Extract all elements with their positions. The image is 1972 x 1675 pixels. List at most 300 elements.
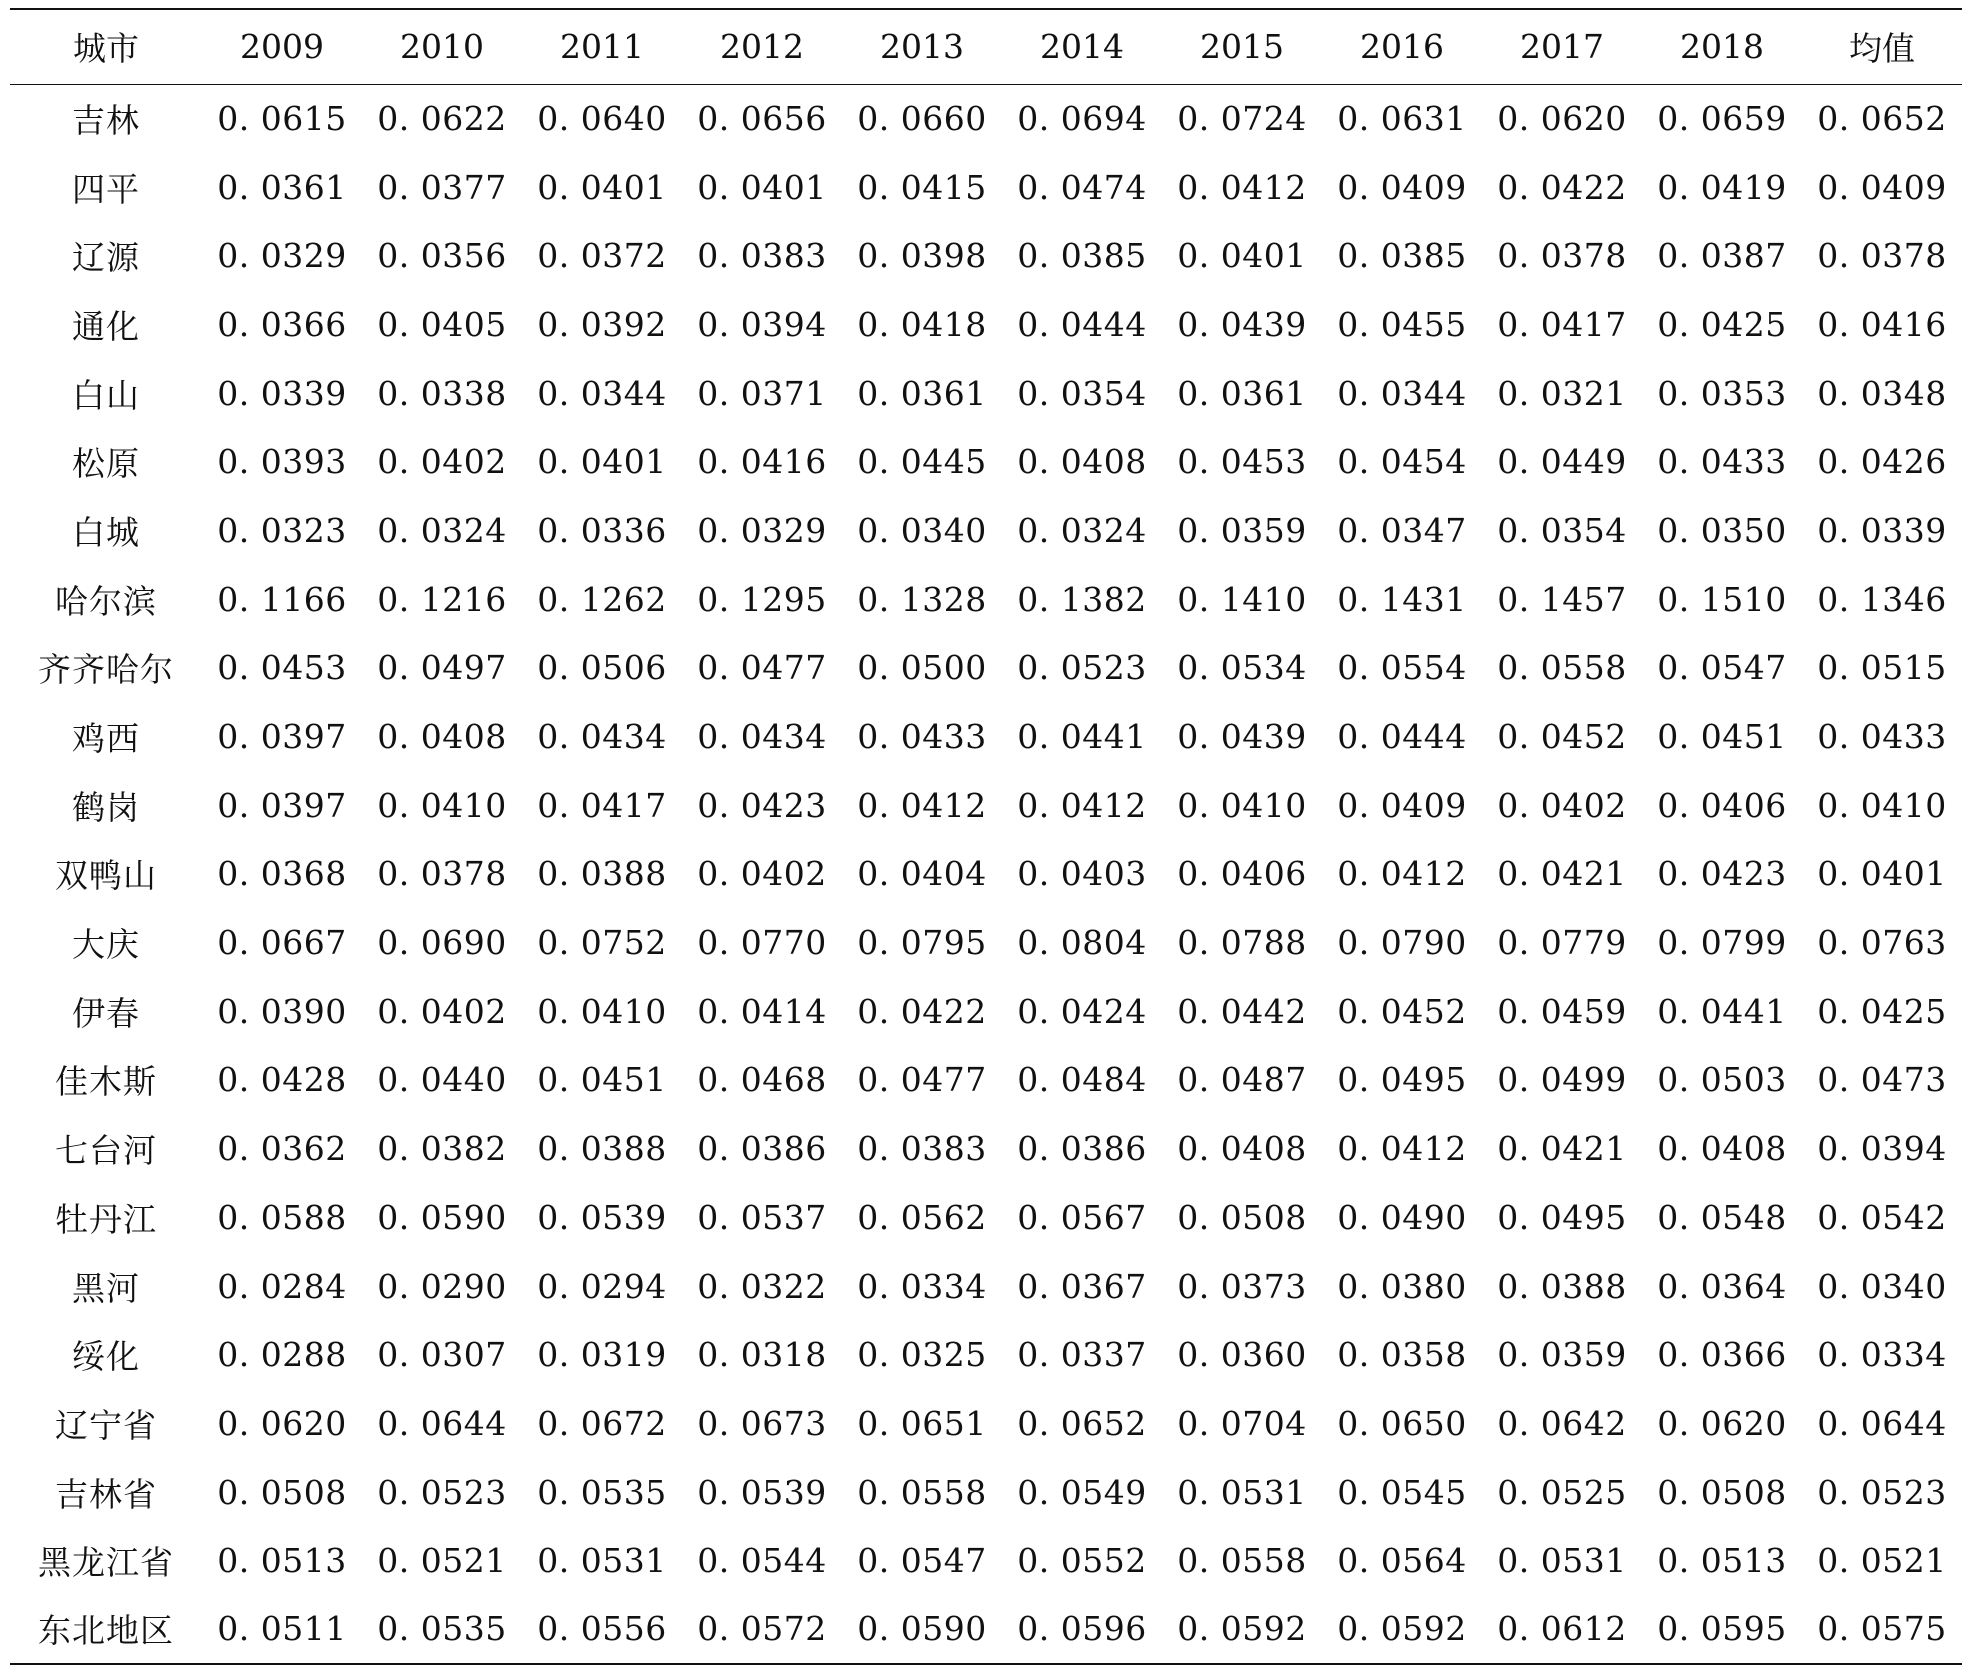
table-cell: 0. 0620 [217,1403,347,1443]
table-cell: 0. 0344 [1337,373,1467,413]
table-cell: 0. 0590 [377,1197,507,1237]
table-row [10,1526,1962,1595]
column-header-city: 城市 [10,9,202,84]
table-cell: 0. 0622 [377,99,507,139]
table-cell: 0. 0596 [1002,1595,1162,1664]
table-cell: 0. 0401 [537,167,667,207]
row-label: 辽宁省 [55,1405,157,1445]
table-cell: 0. 0401 [1817,854,1947,894]
table-cell: 0. 0556 [522,1595,682,1664]
table-cell: 0. 0338 [377,373,507,413]
table-row [10,1114,1962,1183]
table-cell: 0. 0321 [1497,373,1627,413]
table-cell: 0. 1510 [1657,579,1787,619]
table-cell: 0. 0416 [1817,304,1947,344]
table-cell: 0. 0387 [1657,236,1787,276]
table-cell: 0. 0425 [1657,304,1787,344]
table-cell: 0. 0402 [1497,785,1627,825]
table-cell: 0. 0356 [377,236,507,276]
table-cell: 0. 0425 [1817,991,1947,1031]
table-cell: 0. 0590 [842,1595,1002,1664]
table-cell: 0. 0378 [1817,236,1947,276]
table-cell: 0. 0445 [857,442,987,482]
column-header: 2011 [522,9,682,84]
table-cell: 0. 0620 [1497,99,1627,139]
column-header: 2013 [842,9,1002,84]
table-cell: 0. 0535 [362,1595,522,1664]
table-cell: 0. 0410 [537,991,667,1031]
table-row [10,1320,1962,1389]
table-row [10,359,1962,428]
table-cell: 0. 0552 [1017,1541,1147,1581]
table-cell: 0. 0631 [1337,99,1467,139]
table-cell: 0. 0537 [697,1197,827,1237]
table-cell: 0. 1295 [697,579,827,619]
table-cell: 0. 0350 [1657,510,1787,550]
table-cell: 0. 0408 [1657,1129,1787,1169]
table-cell: 0. 0667 [217,923,347,963]
table-cell: 0. 0422 [1497,167,1627,207]
row-label: 黑龙江省 [38,1543,174,1583]
table-cell: 0. 0531 [1497,1541,1627,1581]
table-cell: 0. 0329 [217,236,347,276]
row-label: 七台河 [55,1131,157,1171]
table-row [10,290,1962,359]
table-cell: 0. 0344 [537,373,667,413]
table-cell: 0. 0595 [1642,1595,1802,1664]
table-cell: 0. 0539 [697,1472,827,1512]
table-cell: 0. 0534 [1177,648,1307,688]
table-cell: 0. 0441 [1657,991,1787,1031]
table-cell: 0. 0354 [1497,510,1627,550]
table-cell: 0. 0451 [1657,717,1787,757]
table-cell: 0. 0433 [857,717,987,757]
column-header: 均值 [1802,9,1962,84]
table-cell: 0. 0348 [1817,373,1947,413]
row-label: 吉林 [72,101,140,141]
table-cell: 0. 0455 [1337,304,1467,344]
table-cell: 0. 0433 [1817,717,1947,757]
table-container [10,8,1962,1665]
table-cell: 0. 0329 [697,510,827,550]
table-row [10,496,1962,565]
table-cell: 0. 0408 [1017,442,1147,482]
table-cell: 0. 0362 [217,1129,347,1169]
table-cell: 0. 0440 [377,1060,507,1100]
table-cell: 0. 0547 [857,1541,987,1581]
data-table [10,8,1962,1665]
table-cell: 0. 0575 [1802,1595,1962,1664]
table-cell: 0. 0477 [857,1060,987,1100]
table-cell: 0. 0615 [217,99,347,139]
table-cell: 0. 0290 [377,1266,507,1306]
table-cell: 0. 0558 [857,1472,987,1512]
table-row [10,221,1962,290]
table-cell: 0. 0523 [377,1472,507,1512]
table-cell: 0. 0361 [1177,373,1307,413]
table-cell: 0. 0322 [697,1266,827,1306]
table-cell: 0. 0549 [1017,1472,1147,1512]
row-label: 哈尔滨 [55,581,157,621]
table-cell: 0. 0513 [1657,1541,1787,1581]
table-cell: 0. 0397 [217,785,347,825]
table-cell: 0. 0694 [1017,99,1147,139]
table-cell: 0. 0410 [377,785,507,825]
table-cell: 0. 0652 [1017,1403,1147,1443]
row-label: 白城 [72,512,140,552]
table-cell: 0. 0383 [697,236,827,276]
table-cell: 0. 0690 [377,923,507,963]
row-label: 齐齐哈尔 [38,650,174,690]
table-cell: 0. 0383 [857,1129,987,1169]
table-cell: 0. 0452 [1337,991,1467,1031]
table-cell: 0. 0337 [1017,1335,1147,1375]
table-cell: 0. 0368 [217,854,347,894]
table-cell: 0. 0403 [1017,854,1147,894]
table-cell: 0. 0499 [1497,1060,1627,1100]
table-cell: 0. 0390 [217,991,347,1031]
table-cell: 0. 0515 [1817,648,1947,688]
table-cell: 0. 0406 [1177,854,1307,894]
table-cell: 0. 0788 [1177,923,1307,963]
table-cell: 0. 0388 [1497,1266,1627,1306]
table-cell: 0. 0468 [697,1060,827,1100]
row-label: 绥化 [72,1337,140,1377]
table-cell: 0. 1216 [377,579,507,619]
table-cell: 0. 0452 [1497,717,1627,757]
table-cell: 0. 0547 [1657,648,1787,688]
row-label: 大庆 [72,925,140,965]
table-row [10,840,1962,909]
table-cell: 0. 0416 [697,442,827,482]
table-cell: 0. 0339 [1817,510,1947,550]
table-cell: 0. 0672 [537,1403,667,1443]
table-cell: 0. 0339 [217,373,347,413]
table-cell: 0. 0377 [377,167,507,207]
table-cell: 0. 0451 [537,1060,667,1100]
table-cell: 0. 0409 [1337,167,1467,207]
table-cell: 0. 0347 [1337,510,1467,550]
table-cell: 0. 0412 [1337,1129,1467,1169]
table-cell: 0. 0487 [1177,1060,1307,1100]
table-cell: 0. 0545 [1337,1472,1467,1512]
table-cell: 0. 0394 [1817,1129,1947,1169]
table-cell: 0. 0402 [697,854,827,894]
table-cell: 0. 0288 [217,1335,347,1375]
table-cell: 0. 0421 [1497,854,1627,894]
table-cell: 0. 0410 [1177,785,1307,825]
table-cell: 0. 0439 [1177,304,1307,344]
table-cell: 0. 0419 [1657,167,1787,207]
table-cell: 0. 0354 [1017,373,1147,413]
table-cell: 0. 1382 [1017,579,1147,619]
table-cell: 0. 0659 [1657,99,1787,139]
column-header: 2010 [362,9,522,84]
table-cell: 0. 0367 [1017,1266,1147,1306]
table-cell: 0. 0640 [537,99,667,139]
table-cell: 0. 0544 [697,1541,827,1581]
table-row [10,427,1962,496]
row-label: 松原 [72,444,140,484]
table-cell: 0. 0497 [377,648,507,688]
table-row [10,1252,1962,1321]
table-cell: 0. 0442 [1177,991,1307,1031]
table-cell: 0. 0401 [1177,236,1307,276]
table-header [10,9,1962,84]
row-label: 吉林省 [55,1474,157,1514]
table-cell: 0. 0612 [1482,1595,1642,1664]
row-label: 东北地区 [10,1595,202,1664]
table-cell: 0. 0323 [217,510,347,550]
table-cell: 0. 0423 [1657,854,1787,894]
table-cell: 0. 0439 [1177,717,1307,757]
table-cell: 0. 0763 [1817,923,1947,963]
table-cell: 0. 0418 [857,304,987,344]
table-cell: 0. 0473 [1817,1060,1947,1100]
table-cell: 0. 0372 [537,236,667,276]
table-cell: 0. 0398 [857,236,987,276]
table-cell: 0. 0523 [1017,648,1147,688]
table-cell: 0. 1457 [1497,579,1627,619]
table-cell: 0. 0752 [537,923,667,963]
table-cell: 0. 1166 [217,579,347,619]
table-cell: 0. 0474 [1017,167,1147,207]
table-cell: 0. 0324 [377,510,507,550]
table-cell: 0. 0422 [857,991,987,1031]
table-cell: 0. 0790 [1337,923,1467,963]
table-cell: 0. 0620 [1657,1403,1787,1443]
table-cell: 0. 0642 [1497,1403,1627,1443]
row-label: 双鸭山 [55,856,157,896]
table-cell: 0. 0380 [1337,1266,1467,1306]
table-cell: 0. 0388 [537,1129,667,1169]
table-cell: 0. 0523 [1817,1472,1947,1512]
row-label: 通化 [72,306,140,346]
table-cell: 0. 0423 [697,785,827,825]
table-cell: 0. 0340 [857,510,987,550]
table-cell: 0. 0324 [1017,510,1147,550]
table-cell: 0. 0378 [377,854,507,894]
table-cell: 0. 0336 [537,510,667,550]
table-cell: 0. 0724 [1177,99,1307,139]
table-cell: 0. 0334 [1817,1335,1947,1375]
row-label: 鸡西 [72,719,140,759]
table-cell: 0. 0412 [1017,785,1147,825]
table-cell: 0. 0382 [377,1129,507,1169]
table-cell: 0. 0353 [1657,373,1787,413]
table-cell: 0. 1262 [537,579,667,619]
table-cell: 0. 0542 [1817,1197,1947,1237]
table-cell: 0. 0334 [857,1266,987,1306]
table-cell: 0. 0521 [1817,1541,1947,1581]
table-cell: 0. 0284 [217,1266,347,1306]
table-cell: 0. 0408 [1177,1129,1307,1169]
table-cell: 0. 0644 [1817,1403,1947,1443]
table-cell: 0. 0484 [1017,1060,1147,1100]
row-label: 四平 [72,169,140,209]
table-cell: 0. 0386 [1017,1129,1147,1169]
table-cell: 0. 0521 [377,1541,507,1581]
table-cell: 0. 0412 [857,785,987,825]
table-cell: 0. 0508 [217,1472,347,1512]
table-cell: 0. 0449 [1497,442,1627,482]
table-cell: 0. 0779 [1497,923,1627,963]
table-cell: 0. 0434 [537,717,667,757]
table-cell: 0. 0415 [857,167,987,207]
table-cell: 0. 0592 [1162,1595,1322,1664]
table-cell: 0. 0325 [857,1335,987,1375]
table-cell: 0. 0414 [697,991,827,1031]
table-cell: 0. 0651 [857,1403,987,1443]
table-cell: 0. 1346 [1817,579,1947,619]
table-cell: 0. 0417 [537,785,667,825]
header-row [10,9,1962,84]
table-cell: 0. 0508 [1657,1472,1787,1512]
table-cell: 0. 0388 [537,854,667,894]
table-cell: 0. 0319 [537,1335,667,1375]
table-cell: 0. 1328 [857,579,987,619]
table-cell: 0. 0294 [537,1266,667,1306]
row-label: 鹤岗 [72,787,140,827]
table-row [10,1183,1962,1252]
table-cell: 0. 0795 [857,923,987,963]
table-row [10,771,1962,840]
table-cell: 0. 0490 [1337,1197,1467,1237]
table-row [10,84,1962,153]
table-cell: 0. 0406 [1657,785,1787,825]
table-cell: 0. 0366 [1657,1335,1787,1375]
table-cell: 0. 0428 [217,1060,347,1100]
table-cell: 0. 0386 [697,1129,827,1169]
table-cell: 0. 0548 [1657,1197,1787,1237]
table-cell: 0. 0424 [1017,991,1147,1031]
table-body [10,84,1962,1664]
table-cell: 0. 0361 [217,167,347,207]
table-cell: 0. 0366 [217,304,347,344]
table-cell: 0. 0371 [697,373,827,413]
row-label: 伊春 [72,993,140,1033]
table-cell: 0. 0500 [857,648,987,688]
table-cell: 0. 0433 [1657,442,1787,482]
table-cell: 0. 0503 [1657,1060,1787,1100]
table-cell: 0. 0564 [1337,1541,1467,1581]
column-header: 2015 [1162,9,1322,84]
table-cell: 0. 0554 [1337,648,1467,688]
table-cell: 0. 0385 [1337,236,1467,276]
table-cell: 0. 0426 [1817,442,1947,482]
table-cell: 0. 0506 [537,648,667,688]
table-cell: 0. 0572 [682,1595,842,1664]
table-cell: 0. 0511 [202,1595,362,1664]
table-cell: 0. 0650 [1337,1403,1467,1443]
table-cell: 0. 0409 [1817,167,1947,207]
table-row [10,1458,1962,1527]
table-cell: 0. 0539 [537,1197,667,1237]
table-cell: 0. 0417 [1497,304,1627,344]
table-cell: 0. 0397 [217,717,347,757]
table-cell: 0. 0770 [697,923,827,963]
table-cell: 0. 0660 [857,99,987,139]
table-row [10,565,1962,634]
table-cell: 0. 0401 [537,442,667,482]
table-cell: 0. 0359 [1497,1335,1627,1375]
table-cell: 0. 0652 [1817,99,1947,139]
table-cell: 0. 0644 [377,1403,507,1443]
table-cell: 0. 0364 [1657,1266,1787,1306]
row-label: 黑河 [72,1268,140,1308]
table-cell: 0. 0410 [1817,785,1947,825]
table-cell: 0. 0385 [1017,236,1147,276]
table-cell: 0. 1410 [1177,579,1307,619]
table-cell: 0. 0558 [1497,648,1627,688]
table-cell: 0. 1431 [1337,579,1467,619]
column-header: 2009 [202,9,362,84]
table-cell: 0. 0360 [1177,1335,1307,1375]
table-row [10,1595,1962,1664]
table-cell: 0. 0558 [1177,1541,1307,1581]
table-row [10,1046,1962,1115]
table-cell: 0. 0409 [1337,785,1467,825]
column-header: 2014 [1002,9,1162,84]
table-row [10,1389,1962,1458]
table-cell: 0. 0402 [377,991,507,1031]
table-cell: 0. 0358 [1337,1335,1467,1375]
table-row [10,908,1962,977]
table-cell: 0. 0592 [1322,1595,1482,1664]
table-cell: 0. 0799 [1657,923,1787,963]
table-cell: 0. 0404 [857,854,987,894]
row-label: 辽源 [72,238,140,278]
table-cell: 0. 0454 [1337,442,1467,482]
column-header: 2012 [682,9,842,84]
table-row [10,702,1962,771]
column-header: 2016 [1322,9,1482,84]
table-cell: 0. 0444 [1017,304,1147,344]
row-label: 佳木斯 [55,1062,157,1102]
table-cell: 0. 0453 [217,648,347,688]
table-cell: 0. 0441 [1017,717,1147,757]
row-label: 牡丹江 [55,1199,157,1239]
table-row [10,634,1962,703]
table-cell: 0. 0495 [1497,1197,1627,1237]
table-cell: 0. 0531 [1177,1472,1307,1512]
table-cell: 0. 0588 [217,1197,347,1237]
table-cell: 0. 0673 [697,1403,827,1443]
column-header: 2018 [1642,9,1802,84]
table-cell: 0. 0495 [1337,1060,1467,1100]
table-cell: 0. 0401 [697,167,827,207]
table-cell: 0. 0394 [697,304,827,344]
table-cell: 0. 0531 [537,1541,667,1581]
table-cell: 0. 0421 [1497,1129,1627,1169]
table-cell: 0. 0567 [1017,1197,1147,1237]
table-cell: 0. 0408 [377,717,507,757]
column-header: 2017 [1482,9,1642,84]
table-cell: 0. 0656 [697,99,827,139]
row-label: 白山 [72,375,140,415]
table-row [10,977,1962,1046]
table-cell: 0. 0307 [377,1335,507,1375]
table-cell: 0. 0562 [857,1197,987,1237]
table-cell: 0. 0508 [1177,1197,1307,1237]
table-cell: 0. 0525 [1497,1472,1627,1512]
table-cell: 0. 0378 [1497,236,1627,276]
table-cell: 0. 0318 [697,1335,827,1375]
table-cell: 0. 0412 [1337,854,1467,894]
table-cell: 0. 0459 [1497,991,1627,1031]
table-cell: 0. 0804 [1017,923,1147,963]
table-cell: 0. 0453 [1177,442,1307,482]
